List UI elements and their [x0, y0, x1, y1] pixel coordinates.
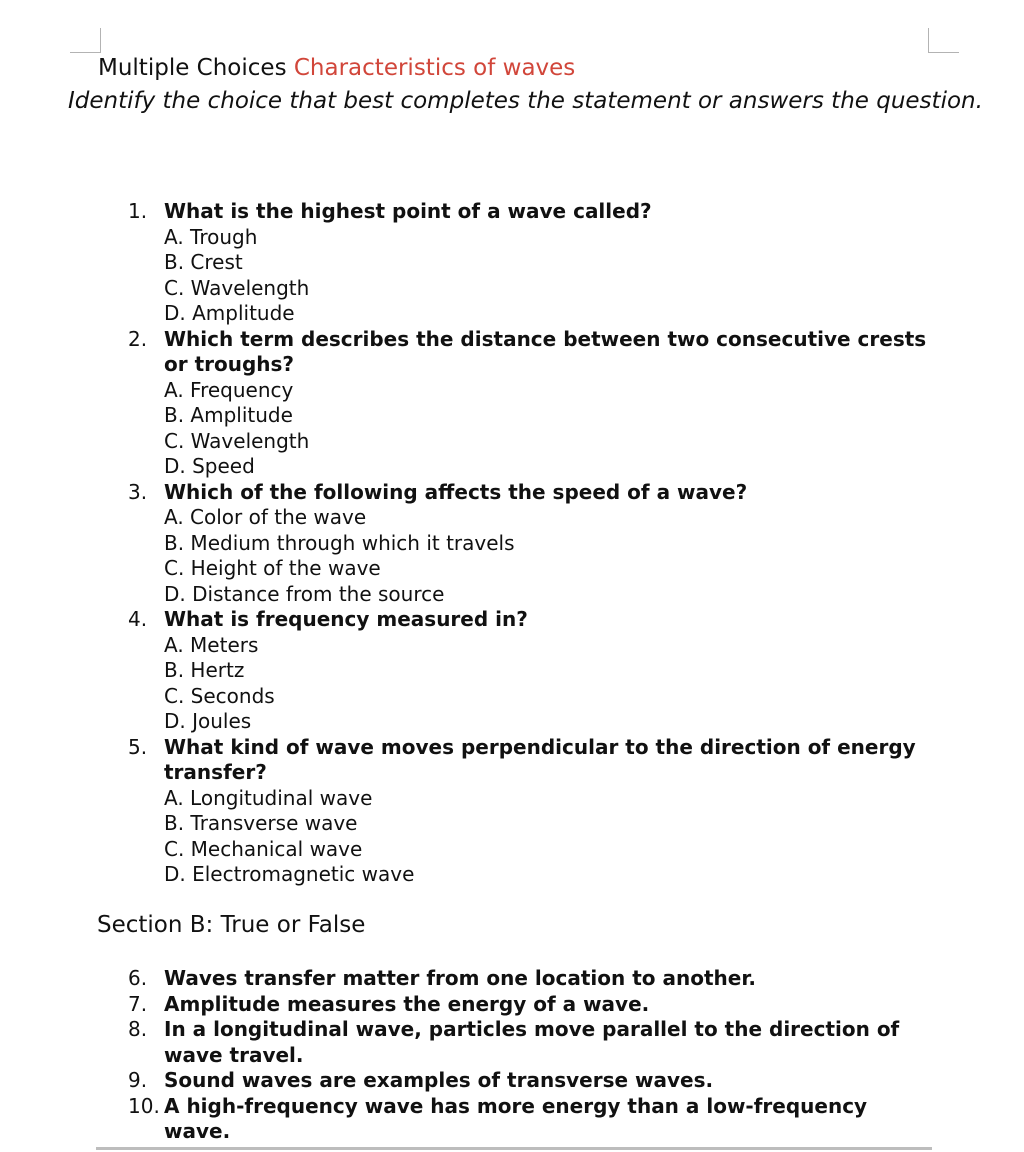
statement-text: Waves transfer matter from one location to another. — [164, 966, 756, 990]
statement-number: 6. — [128, 966, 148, 990]
answer-option: B. Crest — [164, 250, 243, 274]
answer-option: A. Trough — [164, 224, 258, 249]
answer-option: D. Joules — [164, 709, 252, 733]
statement-number: 10. — [128, 1093, 160, 1118]
statement-text: Sound waves are examples of transverse waves. — [164, 1068, 714, 1092]
question-number: 5. — [128, 734, 148, 759]
answer-option: C. Wavelength — [164, 275, 310, 300]
answer-option: D. Distance from the source — [164, 581, 445, 606]
instructions-paragraph — [0, 86, 1000, 116]
title-prefix: Multiple Choices — [98, 55, 287, 81]
answer-option: D. Amplitude — [164, 301, 295, 325]
statement-text: In a longitudinal wave, particles move parallel to the direction of wave travel. — [164, 1017, 900, 1067]
question-number: 2. — [128, 326, 148, 351]
answer-option: C. Mechanical wave — [164, 836, 363, 861]
answer-option: B. Amplitude — [164, 403, 293, 427]
answer-option: B. Hertz — [164, 658, 245, 682]
title-highlight: Characteristics of waves — [293, 55, 576, 81]
statement-item — [128, 966, 928, 992]
statement-number: 7. — [128, 991, 148, 1016]
question-text: Which of the following affects the speed of a wave? — [164, 479, 748, 504]
instructions-text: Identify the choice that best completes the statement or answers the question. — [68, 88, 983, 114]
question-item — [128, 327, 928, 480]
section-b-heading: Section B: True or False — [97, 912, 366, 938]
answer-option: D. Electromagnetic wave — [164, 862, 415, 886]
statement-number: 9. — [128, 1068, 148, 1092]
statement-item — [128, 992, 928, 1018]
true-false-list — [128, 966, 928, 1145]
answer-option: B. Transverse wave — [164, 811, 358, 835]
answer-option: A. Longitudinal wave — [164, 785, 373, 810]
answer-option: C. Height of the wave — [164, 556, 381, 580]
answer-option: C. Seconds — [164, 683, 275, 708]
question-item — [128, 480, 928, 608]
statement-item — [128, 1068, 928, 1094]
page-bottom-divider — [96, 1147, 932, 1150]
question-number: 4. — [128, 607, 148, 631]
question-text: Which term describes the distance between two consecutive crests or troughs? — [164, 326, 927, 376]
answer-option: B. Medium through which it travels — [164, 530, 515, 555]
answer-option: D. Speed — [164, 454, 255, 478]
answer-option: C. Wavelength — [164, 428, 310, 453]
page-title — [98, 55, 575, 81]
question-item — [128, 735, 928, 888]
statement-text: Amplitude measures the energy of a wave. — [164, 991, 650, 1016]
question-item — [128, 199, 928, 327]
statement-text: A high-frequency wave has more energy than a low-frequency wave. — [164, 1093, 868, 1143]
statement-item — [128, 1094, 928, 1145]
question-number: 1. — [128, 199, 148, 223]
answer-option: A. Meters — [164, 632, 259, 657]
answer-option: A. Frequency — [164, 377, 294, 402]
question-text: What is frequency measured in? — [164, 607, 528, 631]
statement-item — [128, 1017, 928, 1068]
question-text: What kind of wave moves perpendicular to the direction of energy transfer? — [164, 734, 916, 784]
question-text: What is the highest point of a wave called? — [164, 199, 652, 223]
question-number: 3. — [128, 479, 148, 504]
question-item — [128, 607, 928, 735]
multiple-choice-list — [128, 199, 928, 888]
answer-option: A. Color of the wave — [164, 505, 367, 529]
statement-number: 8. — [128, 1017, 148, 1041]
margin-corner-mark-left — [70, 28, 101, 53]
margin-corner-mark-right — [928, 28, 959, 53]
